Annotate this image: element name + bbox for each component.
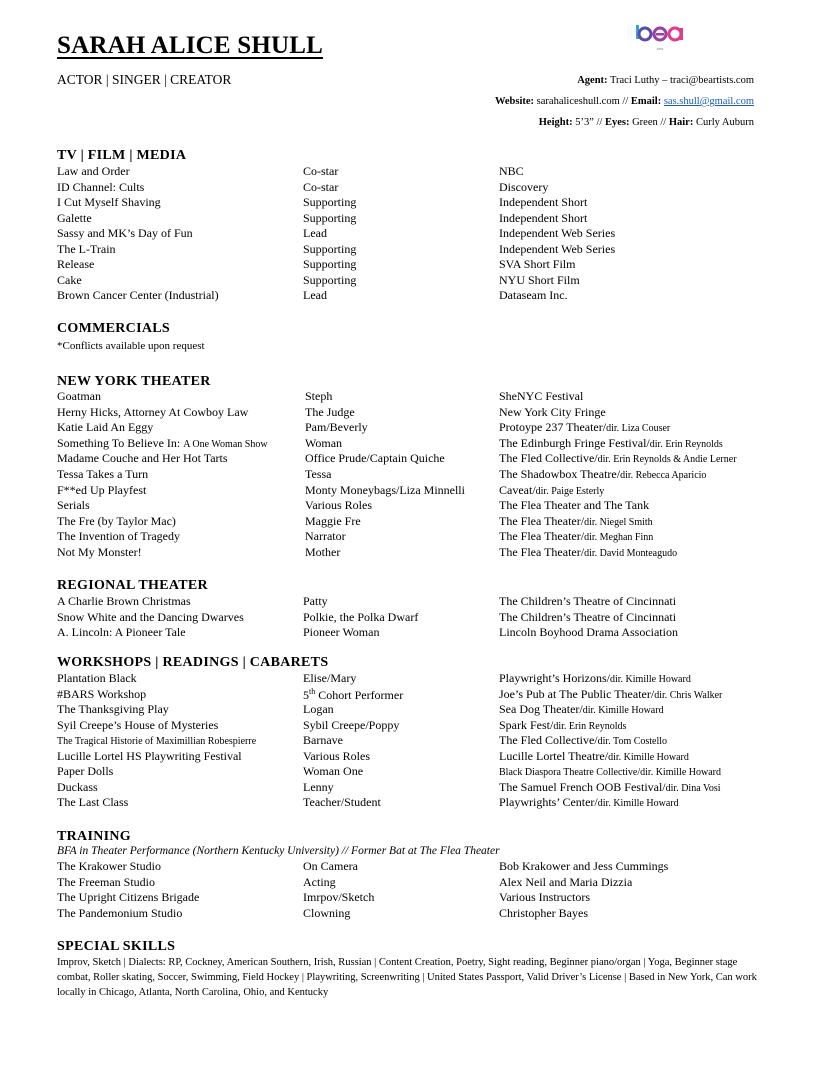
credit-title [57, 420, 153, 435]
credit-director: dir. Kimille Howard [597, 798, 679, 809]
credit-role-text: Woman [305, 435, 343, 450]
credit-role-text: Elise/Mary [303, 671, 357, 685]
credit-role [303, 195, 356, 210]
credit-venue [499, 625, 678, 640]
credit-role [305, 436, 342, 451]
credit-row [57, 451, 777, 467]
credit-venue [499, 702, 664, 717]
credit-title-text: Law and Order [57, 164, 130, 178]
credit-role [303, 594, 328, 609]
credit-venue-text: The Flea Theater/ [499, 513, 585, 528]
credit-venue-text: Independent Web Series [499, 226, 616, 240]
credit-title [57, 529, 180, 544]
credit-venue [499, 733, 667, 748]
credit-row [57, 890, 777, 906]
credit-title-text: Paper Dolls [57, 764, 114, 778]
email-link[interactable]: sas.shull@gmail.com [663, 96, 754, 107]
credit-role [303, 780, 334, 795]
credit-role [303, 764, 363, 779]
section-title-regional: REGIONAL THEATER [57, 578, 208, 593]
credit-row [57, 529, 777, 545]
credit-title [57, 687, 146, 702]
credit-role-text: Imrpov/Sketch [303, 890, 375, 904]
credit-title [57, 405, 248, 420]
credit-director: dir. Niegel Smith [584, 516, 653, 528]
credit-row [57, 795, 777, 811]
skills-text: Improv, Sketch | Dialects: RP, Cockney, American Southern, Irish, Russian | Content Creation, Poetry, Sight reading, Beginner piano/organ | Yoga, Beginner stage combat, Roller skating, Soccer, Swimming, Field Hockey | Playwriting, Screenwriting | United States Passport, Valid Driver’s License | Based in New York, Can work locally in Chicago, Atlanta, North Carolina, Ohio, and Kentucky [57, 957, 757, 998]
credit-venue [499, 498, 649, 513]
credit-title [57, 545, 142, 560]
credit-title-text: The Invention of Tragedy [57, 529, 180, 544]
credit-title [57, 273, 82, 288]
credit-role-text: Barnave [303, 733, 343, 747]
credit-venue-text: The Children’s Theatre of Cincinnati [499, 594, 677, 608]
credit-title [57, 195, 161, 210]
credit-role-text: Lead [303, 226, 327, 240]
credit-title-text: F**ed Up Playfest [57, 482, 147, 497]
credit-venue-text: New York City Fringe [499, 404, 606, 419]
credit-director: dir. Tom Costello [597, 736, 668, 747]
credit-venue-text: Joe’s Pub at The Public Theater/ [499, 686, 655, 701]
credit-row [57, 625, 777, 641]
credit-venue [499, 906, 588, 921]
credit-venue [499, 718, 626, 733]
credit-title [57, 467, 148, 482]
credit-venue-text: SVA Short Film [499, 257, 576, 271]
logo-subtext: bea [656, 46, 664, 51]
credit-row [57, 875, 777, 891]
credit-title-text: Snow White and the Dancing Dwarves [57, 609, 244, 624]
agency-logo [630, 22, 690, 56]
credit-role [303, 610, 418, 625]
credit-venue-text: The Samuel French OOB Festival/ [499, 779, 666, 794]
credit-title-text: The Krakower Studio [57, 859, 161, 873]
credit-row [57, 859, 777, 875]
credit-role [305, 467, 331, 482]
credit-venue-text: Christopher Bayes [499, 905, 588, 920]
credit-row [57, 733, 777, 749]
credit-venue-text: Lucille Lortel Theatre/ [499, 748, 609, 763]
credit-director: dir. David Monteagudo [584, 548, 678, 559]
credit-role [303, 890, 374, 905]
credit-role [303, 211, 356, 226]
credit-director: dir. Rebecca Aparicio [620, 470, 707, 481]
credit-role-text: Lenny [303, 779, 334, 794]
credit-role-text: Co-star [303, 179, 339, 194]
credit-title-text: The Freeman Studio [57, 874, 155, 889]
credit-row [57, 702, 777, 718]
credit-title [57, 451, 228, 466]
section-title-skills: SPECIAL SKILLS [57, 939, 176, 954]
credit-venue-text: Bob Krakower and Jess Cummings [499, 859, 669, 873]
credit-row [57, 242, 777, 258]
credit-role [303, 257, 356, 272]
section-title-ny-theater: NEW YORK THEATER [57, 374, 211, 389]
credit-row [57, 420, 777, 436]
credit-row [57, 405, 777, 421]
credit-venue [499, 436, 723, 451]
credit-title [57, 242, 116, 257]
credit-row [57, 610, 777, 626]
credit-role [303, 242, 356, 257]
credit-director: dir. Erin Reynolds [553, 720, 627, 732]
credit-role-text: Monty Moneybags/Liza Minnelli [305, 482, 465, 497]
credit-venue [499, 420, 670, 435]
credit-director: dir. Erin Reynolds [649, 438, 723, 450]
credit-title-text: The L-Train [57, 241, 116, 256]
credit-venue-text: Discovery [499, 179, 549, 194]
credit-role [303, 733, 343, 748]
credit-role-text: Clowning [303, 905, 351, 920]
credit-title-text: Sassy and MK’s Day of Fun [57, 226, 193, 240]
credit-venue-text: The Fled Collective/ [499, 451, 598, 466]
credit-row [57, 498, 777, 514]
credit-venue [499, 529, 653, 544]
credit-venue [499, 451, 737, 466]
credit-row [57, 164, 777, 180]
credit-row [57, 483, 777, 499]
credit-venue [499, 389, 583, 404]
credit-title [57, 718, 218, 733]
credit-row [57, 288, 777, 304]
credit-title [57, 389, 101, 404]
credit-role-text: Supporting [303, 241, 357, 256]
credit-director: dir. Liza Couser [606, 423, 671, 435]
credit-venue-text: NBC [499, 164, 524, 178]
credit-venue [499, 780, 721, 795]
credit-venue-text: Playwrights’ Center/ [499, 795, 598, 809]
credit-title-text: Herny Hicks, Attorney At Cowboy Law [57, 404, 249, 419]
credit-venue [499, 195, 587, 210]
credit-role-text: Mother [305, 545, 341, 559]
credit-title-text: Brown Cancer Center (Industrial) [57, 288, 219, 302]
credit-role-text: Lead [303, 288, 327, 302]
tagline: ACTOR | SINGER | CREATOR [57, 72, 232, 87]
credit-venue [499, 671, 691, 686]
credit-venue-text: The Flea Theater/ [499, 529, 585, 544]
credit-row [57, 389, 777, 405]
credit-venue [499, 226, 615, 241]
credit-director: dir. Chris Walker [654, 689, 723, 701]
credit-title-text: Cake [57, 272, 82, 287]
credit-title [57, 288, 219, 303]
credit-title [57, 180, 144, 195]
credit-venue [499, 180, 548, 195]
credit-venue-text: Alex Neil and Maria Dizzia [499, 874, 633, 889]
agent-line: Agent: Traci Luthy – traci@beartists.com [577, 75, 754, 86]
credit-role [305, 483, 465, 498]
credit-venue [499, 467, 706, 482]
credit-venue [499, 405, 606, 420]
credit-title [57, 625, 186, 640]
credit-role [303, 795, 381, 810]
credit-venue-text: Caveat/ [499, 482, 536, 497]
credit-role [303, 718, 399, 733]
credit-role-text: Steph [305, 389, 333, 403]
credit-venue-text: Protoype 237 Theater/ [499, 420, 607, 435]
credit-role-text: Teacher/Student [303, 795, 381, 809]
credit-title [57, 594, 191, 609]
credit-role-text: Sybil Creepe/Poppy [303, 717, 400, 732]
credit-venue-text: Spark Fest/ [499, 717, 554, 732]
credit-role [303, 180, 338, 195]
credit-title-text: The Last Class [57, 795, 129, 809]
credit-director: dir. Paige Esterly [535, 485, 605, 497]
training-degree: BFA in Theater Performance (Northern Kentucky University) // Former Bat at The Flea Theater [57, 845, 500, 857]
credit-role-text: Logan [303, 702, 334, 716]
credit-role-text: 5 [303, 687, 309, 702]
credit-director: dir. Kimille Howard [582, 705, 664, 716]
credit-title-subtext: A One Woman Show [183, 438, 268, 450]
credit-director: dir. Kimille Howard [608, 751, 689, 763]
credit-row [57, 780, 777, 796]
credit-role [305, 529, 346, 544]
credit-role [305, 514, 361, 529]
credit-row [57, 226, 777, 242]
credit-row [57, 257, 777, 273]
credit-venue [499, 875, 632, 890]
credit-title [57, 733, 256, 748]
credit-title-text: I Cut Myself Shaving [57, 195, 161, 209]
credit-venue [499, 795, 679, 810]
credit-title [57, 164, 130, 179]
credit-role [305, 451, 445, 466]
credit-row [57, 671, 777, 687]
credit-role [303, 226, 327, 241]
credit-venue [499, 164, 524, 179]
section-title-commercials: COMMERCIALS [57, 321, 170, 336]
credit-venue [499, 859, 668, 874]
credit-role [305, 420, 368, 435]
credit-role [303, 875, 336, 890]
credit-title [57, 498, 90, 513]
credit-role-text: Supporting [303, 272, 357, 287]
credit-role-text: Maggie Fre [305, 513, 361, 528]
credit-title-text: Something To Believe In: [57, 435, 184, 450]
credit-role [303, 164, 338, 179]
credit-title-text: The Thanksgiving Play [57, 702, 169, 716]
credit-row [57, 211, 777, 227]
credit-role-text: Office Prude/Captain Quiche [305, 451, 445, 466]
credit-role [303, 671, 356, 686]
credit-title-text: Tessa Takes a Turn [57, 467, 149, 481]
credit-title-text: Galette [57, 210, 92, 225]
credit-venue-text: NYU Short Film [499, 272, 580, 287]
credit-role [305, 498, 372, 513]
credit-director: dir. Meghan Finn [584, 532, 654, 544]
credit-role-text: Pioneer Woman [303, 625, 380, 639]
credit-title-text: Katie Laid An Eggy [57, 420, 154, 435]
credit-role-text: Supporting [303, 257, 357, 271]
credit-venue [499, 594, 676, 609]
credit-title [57, 795, 128, 810]
credit-title [57, 610, 244, 625]
credit-title [57, 483, 146, 498]
credit-role [303, 702, 334, 717]
credit-title-text: Duckass [57, 779, 98, 794]
credit-role [303, 273, 356, 288]
credit-venue-text: Lincoln Boyhood Drama Association [499, 625, 678, 639]
credit-row [57, 906, 777, 922]
credit-role-text: Tessa [305, 467, 332, 481]
credit-row [57, 273, 777, 289]
credit-venue-text: Independent Short [499, 210, 588, 225]
credit-role [305, 405, 355, 420]
credit-title-text: Plantation Black [57, 671, 137, 685]
credit-title-text: A. Lincoln: A Pioneer Tale [57, 625, 186, 639]
credit-venue-text: The Fled Collective/ [499, 733, 598, 747]
credit-row [57, 436, 777, 452]
credit-venue [499, 242, 615, 257]
credit-row [57, 514, 777, 530]
credit-venue [499, 483, 604, 498]
credit-title [57, 702, 169, 717]
credit-role [305, 389, 332, 404]
credit-title-text: The Pandemonium Studio [57, 905, 183, 920]
website-line: Website: sarahaliceshull.com // Email: sas.shull@gmail.com [494, 96, 754, 107]
credit-title [57, 859, 161, 874]
credit-role [303, 687, 403, 703]
credit-role [303, 625, 379, 640]
stats-line: Height: 5’3” // Eyes: Green // Hair: Curly Auburn [538, 117, 754, 128]
credit-role-text: Polkie, the Polka Dwarf [303, 609, 419, 624]
ordinal-suffix: th [309, 686, 316, 696]
credit-title [57, 226, 193, 241]
credit-role [303, 288, 327, 303]
credit-title [57, 764, 113, 779]
credit-title-subtext: The Tragical Historie of Maximillian Robespierre [57, 736, 257, 747]
credit-row [57, 545, 777, 561]
credit-venue [499, 610, 676, 625]
credit-role-text: Supporting [303, 195, 357, 209]
credit-title-text: Lucille Lortel HS Playwriting Festival [57, 748, 242, 763]
credit-role-text: Narrator [305, 529, 346, 544]
credit-title-text: Syil Creepe’s House of Mysteries [57, 717, 219, 732]
credit-role-text: Supporting [303, 210, 357, 225]
credit-venue [499, 687, 722, 702]
credit-role [305, 545, 340, 560]
commercials-note: *Conflicts available upon request [57, 340, 205, 352]
credit-venue-text: Sea Dog Theater/ [499, 702, 583, 716]
credit-role-text: On Camera [303, 859, 358, 873]
credit-title [57, 875, 155, 890]
credit-director: dir. Erin Reynolds & Andie Lerner [597, 454, 737, 466]
credit-venue [499, 257, 575, 272]
credit-title [57, 906, 182, 921]
section-title-training: TRAINING [57, 829, 131, 844]
credit-row [57, 467, 777, 483]
credit-title-text: Madame Couche and Her Hot Tarts [57, 451, 228, 466]
credit-director: dir. Kimille Howard [610, 674, 691, 685]
credit-title-text: Release [57, 257, 95, 271]
credit-venue [499, 749, 689, 764]
credit-venue-text: The Edinburgh Fringe Festival/ [499, 435, 650, 450]
credit-role-text: Cohort Performer [315, 687, 404, 702]
credit-venue-text: Playwright’s Horizons/ [499, 671, 610, 685]
credit-venue [499, 288, 568, 303]
credit-role [303, 859, 358, 874]
credit-title-text: Not My Monster! [57, 545, 142, 559]
credit-role [303, 906, 350, 921]
credit-title [57, 780, 98, 795]
credit-role-text: Patty [303, 594, 328, 608]
credit-role-text: Acting [303, 874, 336, 889]
credit-row [57, 687, 777, 703]
credit-title [57, 749, 242, 764]
credit-title [57, 257, 94, 272]
credit-director: dir. Dina Vosi [665, 782, 721, 794]
credit-director: Black Diaspora Theatre Collective/dir. Kimille Howard [499, 767, 721, 778]
section-title-workshops: WORKSHOPS | READINGS | CABARETS [57, 655, 329, 670]
credit-title [57, 890, 199, 905]
credit-role-text: The Judge [305, 404, 355, 419]
credit-venue-text: The Shadowbox Theatre/ [499, 467, 621, 481]
candidate-name: SARAH ALICE SHULL [57, 32, 323, 59]
credit-row [57, 718, 777, 734]
credit-venue-text: Independent Web Series [499, 241, 616, 256]
credit-title [57, 514, 176, 529]
credit-title-text: Goatman [57, 389, 101, 403]
credit-title-text: Serials [57, 498, 90, 513]
credit-title [57, 436, 268, 451]
credit-role-text: Woman One [303, 764, 364, 778]
credit-venue [499, 514, 653, 529]
credit-title-text: #BARS Workshop [57, 686, 147, 701]
credit-venue-text: SheNYC Festival [499, 389, 584, 403]
credit-venue [499, 545, 677, 560]
credit-role-text: Various Roles [303, 748, 370, 763]
credit-row [57, 195, 777, 211]
credit-row [57, 764, 777, 780]
credit-venue-text: The Flea Theater and The Tank [499, 498, 650, 513]
section-title-tv: TV | FILM | MEDIA [57, 148, 187, 163]
credit-title-text: The Fre (by Taylor Mac) [57, 513, 176, 528]
credit-title-text: The Upright Citizens Brigade [57, 890, 200, 904]
credit-venue-text: Dataseam Inc. [499, 288, 568, 302]
credit-row [57, 749, 777, 765]
credit-role [303, 749, 370, 764]
credit-title [57, 211, 92, 226]
credit-venue-text: The Children’s Theatre of Cincinnati [499, 609, 677, 624]
credit-title-text: A Charlie Brown Christmas [57, 594, 191, 608]
credit-role-text: Various Roles [305, 498, 372, 513]
credit-title-text: ID Channel: Cults [57, 179, 145, 194]
credit-title [57, 671, 137, 686]
credit-venue [499, 764, 721, 779]
credit-row [57, 180, 777, 196]
credit-role-text: Co-star [303, 164, 339, 178]
credit-venue [499, 890, 590, 905]
credit-row [57, 594, 777, 610]
credit-venue-text: Various Instructors [499, 890, 590, 904]
credit-venue-text: The Flea Theater/ [499, 545, 585, 559]
credit-role-text: Pam/Beverly [305, 420, 368, 435]
credit-venue [499, 211, 587, 226]
credit-venue [499, 273, 580, 288]
credit-venue-text: Independent Short [499, 195, 588, 209]
